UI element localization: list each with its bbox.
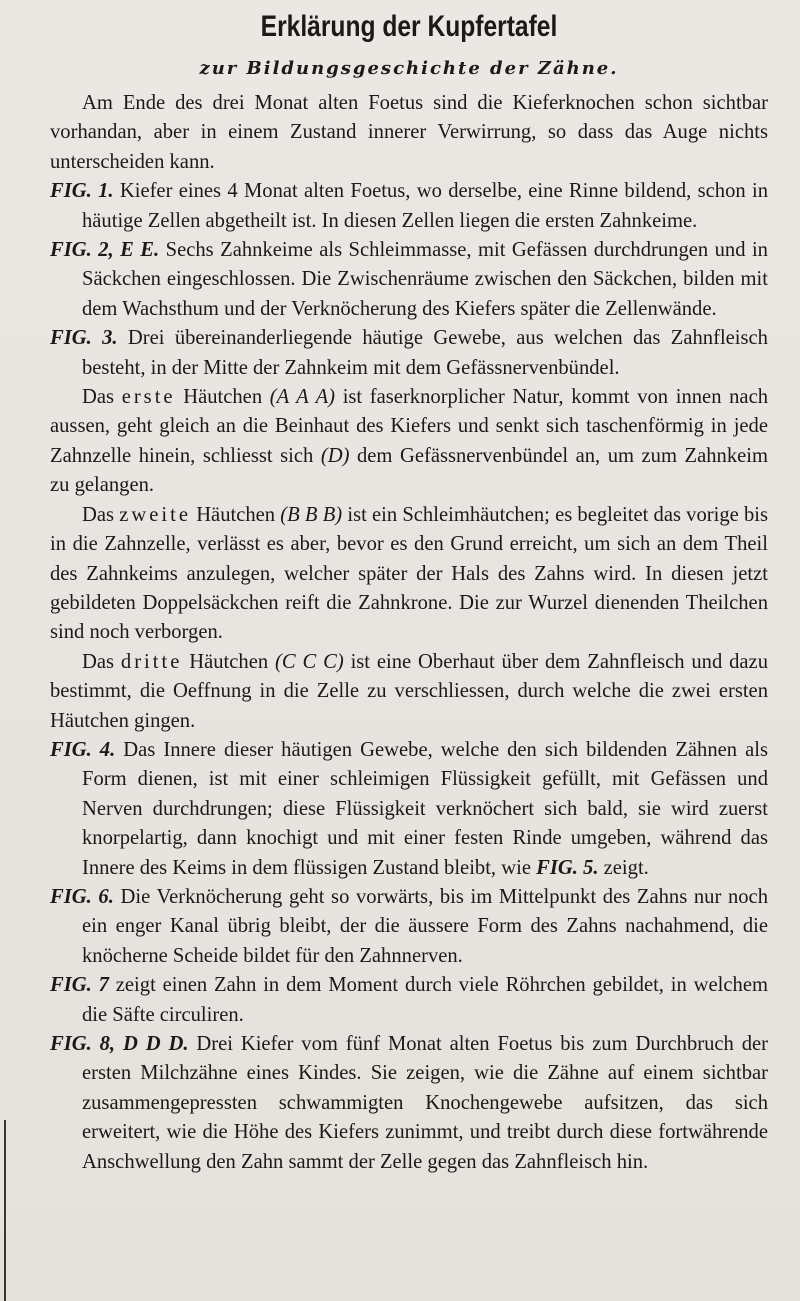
text-run-spaced: zweite — [119, 503, 191, 526]
fig-text: Das Innere dieser häutigen Gewebe, welche den sich bildenden Zähnen als Form dienen, ist mit einer schleimigen Flüssigkeit gefüllt, mit Gefässen und Nerven durchdrungen; diese Flüssigkeit verknöchert sich bald, sie wird zuerst knorpelartig, dann knochigt und mit einer festen Rinde umgeben, während das Innere des Keims in dem flüssigen Zustand bleibt, wie — [82, 738, 768, 879]
body-text — [50, 89, 768, 1177]
fig1-paragraph — [50, 177, 768, 236]
text-run: Häutchen — [196, 503, 276, 526]
letter-ref: (A A A) — [269, 386, 336, 409]
fig-text: zeigt einen Zahn in dem Moment durch viele Röhrchen gebildet, in welchem die Säfte circuliren. — [82, 974, 768, 1026]
fig3-third-membrane — [50, 648, 768, 736]
fig3-paragraph — [50, 324, 768, 383]
text-run: Das — [82, 503, 115, 526]
letter-ref: (C C C) — [275, 650, 344, 673]
text-run: dem Gefässnervenbündel an, um zum Zahnkeim zu gelangen. — [50, 444, 769, 497]
text-run: Das — [82, 650, 115, 673]
fig-text: zeigt. — [603, 856, 649, 879]
text-run-spaced: erste — [121, 386, 176, 409]
fig-text: Drei Kiefer vom fünf Monat alten Foetus bis zum Durchbruch der ersten Milchzähne eines Kindes. Sie zeigen, wie die Zähne auf einem sichtbar zusammengepressten schwammigten Knochengewebe aufsitzen, das sich erweitert, wie die Höhe des Kiefers zunimmt, und treibt durch diese fortwährende Anschwellung den Zahn sammt der Zelle gegen das Zahnfleisch hin. — [82, 1033, 769, 1173]
page-title: Erklärung der Kupfertafel — [260, 10, 558, 43]
fig6-paragraph — [50, 883, 768, 971]
fig2-paragraph — [50, 236, 768, 324]
fig-text: Sechs Zahnkeime als Schleimmasse, mit Gefässen durchdrungen und in Säckchen eingeschlossen. Die Zwischenräume zwischen den Säckchen, bilden mit dem Wachsthum und der Verknöcherung des Kiefers später die Zellenwände. — [82, 239, 768, 320]
fig-ref: D D D. — [122, 1033, 189, 1055]
fig3-first-membrane — [50, 383, 768, 501]
letter-ref: (D) — [320, 444, 350, 467]
fig-text: Kiefer eines 4 Monat alten Foetus, wo derselbe, eine Rinne bildend, schon in häutige Zellen abgetheilt ist. In diesen Zellen liegen die ersten Zahnkeime. — [82, 180, 768, 232]
fig-text: Drei übereinanderliegende häutige Gewebe, aus welchen das Zahnfleisch besteht, in der Mitte der Zahnkeim mit dem Gefässnervenbündel. — [82, 327, 768, 379]
fig-ref: E E. — [120, 239, 160, 262]
page-subtitle: zur Bildungsgeschichte der Zähne. — [199, 58, 619, 79]
text-run: ist eine Oberhaut über dem Zahnfleisch und dazu bestimmt, die Oeffnung in die Zelle zu verschliessen, durch welche die zwei ersten Häutchen gingen. — [50, 650, 768, 732]
fig8-paragraph — [50, 1030, 768, 1177]
text-run-spaced: dritte — [120, 650, 183, 673]
margin-rule — [4, 1120, 6, 1301]
fig3-second-membrane — [50, 501, 768, 648]
text-run: Das — [82, 386, 115, 409]
fig-label: FIG. 3. — [50, 327, 118, 350]
fig-label: FIG. 1. — [50, 180, 114, 203]
fig7-paragraph — [50, 971, 768, 1030]
text-run: ist ein Schleimhäutchen; es begleitet das vorige bis in die Zahnzelle, verlässt es aber, bevor es den Grund erreicht, um sich an dem Theil des Zahnkeims anzulegen, welcher später der Hals des Zahns wird. In diesen jetzt gebildeten Doppelsäckchen reift die Zahnkrone. Die zur Wurzel dienenden Theilchen sind noch verborgen. — [50, 503, 768, 644]
fig-label: FIG. 4. — [50, 738, 116, 761]
fig-text: Die Verknöcherung geht so vorwärts, bis im Mittelpunkt des Zahns nur noch ein enger Kanal übrig bleibt, der die äussere Form des Zahns nachahmend, die knöcherne Scheide bildet für den Zahnnerven. — [82, 885, 768, 967]
fig-label: FIG. 6. — [50, 885, 114, 908]
fig-number: 7 — [98, 974, 109, 997]
fig-label: FIG. — [50, 974, 92, 997]
text-run: ist faserknorplicher Natur, kommt von innen nach aussen, geht gleich an die Beinhaut des Kiefers und senkt sich taschenförmig in jede Zahnzelle hinein, schliesst sich — [50, 386, 769, 467]
letter-ref: (B B B) — [280, 503, 343, 526]
fig-label: FIG. 8, — [50, 1033, 116, 1055]
intro-paragraph: Am Ende des drei Monat alten Foetus sind die Kieferknochen schon sichtbar vorhandan, aber in einem Zustand innerer Verwirrung, so dass das Auge nichts unterscheiden kann. — [50, 92, 768, 173]
fig4-paragraph — [50, 736, 768, 883]
fig-label: FIG. 2, — [50, 239, 114, 262]
fig-ref: FIG. 5. — [536, 856, 599, 879]
text-run: Häutchen — [183, 386, 263, 409]
text-run: Häutchen — [189, 650, 269, 673]
